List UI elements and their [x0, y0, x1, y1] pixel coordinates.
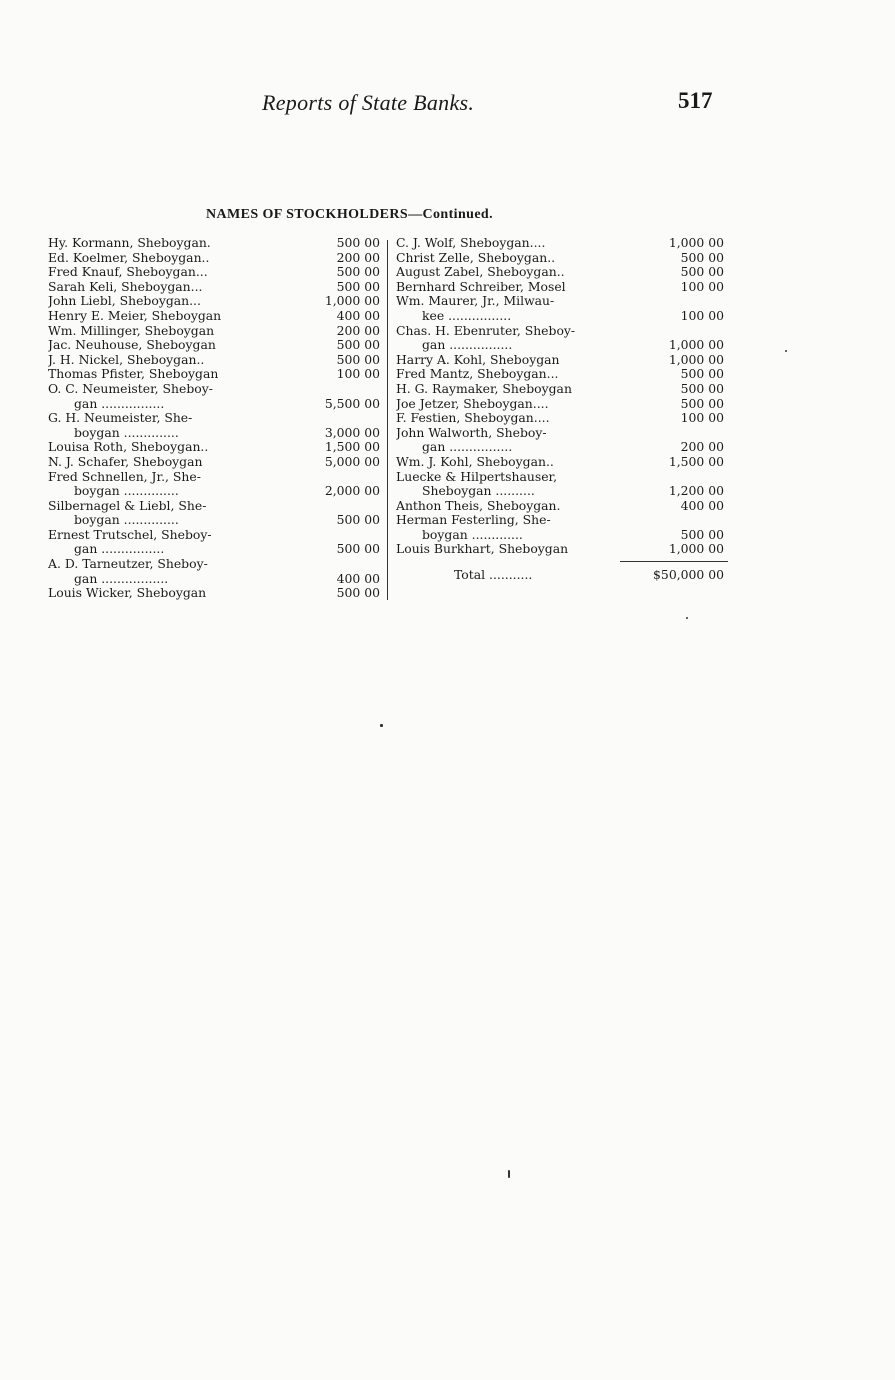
stockholder-name: Harry A. Kohl, Sheboygan — [396, 352, 560, 367]
stockholder-row — [48, 572, 384, 587]
stockholder-row — [396, 382, 728, 397]
stockholder-row — [48, 557, 384, 572]
stockholder-amount: 500 00 — [680, 395, 724, 411]
stockholder-amount: 1,500 00 — [324, 439, 380, 455]
stockholder-amount: 5,500 00 — [324, 395, 380, 411]
stockholder-amount: 1,200 00 — [668, 483, 724, 499]
stockholder-name: gan ................ — [422, 338, 513, 353]
total-label: Total ........... — [454, 568, 533, 583]
stockholder-row — [48, 236, 384, 251]
stockholder-row — [48, 265, 384, 280]
stockholder-row — [48, 382, 384, 397]
stockholder-amount: 500 00 — [680, 264, 724, 280]
section-heading: NAMES OF STOCKHOLDERS—Continued. — [206, 207, 494, 222]
stockholder-row — [48, 528, 384, 543]
stockholder-amount: 500 00 — [336, 541, 380, 557]
stockholder-name: Wm. Maurer, Jr., Milwau- — [396, 294, 555, 309]
stockholder-amount: 5,000 00 — [324, 453, 380, 469]
stockholder-name: Henry E. Meier, Sheboygan — [48, 308, 222, 323]
stockholder-amount: 100 00 — [680, 278, 724, 294]
stockholder-amount: 1,000 00 — [668, 235, 724, 250]
stockholder-name: gan ................ — [422, 440, 513, 455]
stockholder-amount: 100 00 — [336, 366, 380, 382]
stockholder-row — [396, 251, 728, 266]
stockholder-name: boygan .............. — [74, 425, 179, 440]
stockholder-amount: 100 00 — [680, 410, 724, 426]
stockholder-row — [48, 294, 384, 309]
stockholder-row — [48, 280, 384, 295]
stockholder-name: Chas. H. Ebenruter, Sheboy- — [396, 323, 576, 338]
stockholder-row — [48, 353, 384, 368]
stockholder-row — [48, 513, 384, 528]
stockholder-row — [396, 499, 728, 514]
stockholder-amount: 400 00 — [336, 307, 380, 323]
stockholder-name: J. H. Nickel, Sheboygan.. — [48, 352, 205, 367]
stockholder-row — [396, 265, 728, 280]
stockholder-name: Anthon Theis, Sheboygan. — [396, 498, 561, 513]
stockholder-name: boygan .............. — [74, 484, 179, 499]
stockholder-row — [48, 251, 384, 266]
stockholder-row — [48, 542, 384, 557]
stockholder-name: F. Festien, Sheboygan.... — [396, 411, 550, 426]
stockholder-row — [48, 499, 384, 514]
stockholder-row — [396, 455, 728, 470]
scan-speck — [508, 1170, 510, 1178]
stockholders-left-column — [48, 236, 384, 601]
stockholder-amount: 500 00 — [336, 235, 380, 250]
stockholder-row — [48, 440, 384, 455]
stockholder-row — [396, 324, 728, 339]
stockholder-name: N. J. Schafer, Sheboygan — [48, 454, 203, 469]
stockholder-amount: 200 00 — [336, 322, 380, 338]
stockholder-amount: 2,000 00 — [324, 483, 380, 499]
stockholder-name: boygan ............. — [422, 527, 523, 542]
stockholder-name: gan ................ — [74, 396, 165, 411]
stockholder-amount: 500 00 — [336, 264, 380, 280]
stockholder-name: Silbernagel & Liebl, She- — [48, 498, 207, 513]
stockholder-name: Sarah Keli, Sheboygan... — [48, 279, 203, 294]
stockholder-amount: 500 00 — [336, 337, 380, 353]
stockholder-row — [396, 309, 728, 324]
total-row — [396, 568, 728, 583]
stockholder-name: Fred Knauf, Sheboygan... — [48, 265, 208, 280]
stockholder-row — [396, 353, 728, 368]
stockholder-row — [48, 470, 384, 485]
stockholder-row — [396, 236, 728, 251]
stockholder-name: boygan .............. — [74, 513, 179, 528]
stockholder-name: Jac. Neuhouse, Sheboygan — [48, 338, 216, 353]
stockholder-name: Louisa Roth, Sheboygan.. — [48, 440, 209, 455]
stockholder-name: Herman Festerling, She- — [396, 513, 551, 528]
stockholder-name: Sheboygan .......... — [422, 484, 535, 499]
page-header-title: Reports of State Banks. — [262, 90, 475, 115]
stockholder-amount: 3,000 00 — [324, 424, 380, 440]
stockholder-amount: 1,000 00 — [668, 351, 724, 367]
stockholder-row — [48, 411, 384, 426]
stockholder-amount: 200 00 — [680, 439, 724, 455]
stockholder-name: gan ................ — [74, 542, 165, 557]
stockholder-amount: 500 00 — [680, 526, 724, 542]
stockholder-name: Luecke & Hilpertshauser, — [396, 469, 558, 484]
stockholder-row — [396, 470, 728, 485]
stockholder-amount: 500 00 — [336, 512, 380, 528]
stockholder-row — [48, 309, 384, 324]
stockholder-amount: 1,000 00 — [668, 541, 724, 557]
stockholder-amount: 500 00 — [680, 249, 724, 265]
stockholder-name: H. G. Raymaker, Sheboygan — [396, 381, 572, 396]
stockholder-name: O. C. Neumeister, Sheboy- — [48, 381, 213, 396]
stockholder-amount: 400 00 — [336, 570, 380, 586]
stockholder-name: Ernest Trutschel, Sheboy- — [48, 527, 212, 542]
stockholder-name: Fred Schnellen, Jr., She- — [48, 469, 201, 484]
stockholder-amount: 1,500 00 — [668, 453, 724, 469]
stockholder-amount: 100 00 — [680, 307, 724, 323]
stockholders-right-column — [396, 236, 728, 583]
stockholder-row — [396, 338, 728, 353]
stockholder-name: A. D. Tarneutzer, Sheboy- — [48, 557, 208, 572]
stockholder-row — [396, 440, 728, 455]
stockholder-name: gan ................. — [74, 571, 169, 586]
stockholder-row — [396, 294, 728, 309]
stockholder-row — [396, 280, 728, 295]
stockholder-name: John Walworth, Sheboy- — [396, 425, 547, 440]
stockholder-amount: 400 00 — [680, 497, 724, 513]
stockholder-amount: 500 00 — [336, 278, 380, 294]
stockholder-row — [48, 586, 384, 601]
stockholder-name: Thomas Pfister, Sheboygan — [48, 367, 219, 382]
stockholder-name: Hy. Kormann, Sheboygan. — [48, 236, 211, 250]
stockholder-name: kee ................ — [422, 308, 512, 323]
stockholder-row — [396, 426, 728, 441]
stockholder-amount: 1,000 00 — [324, 293, 380, 309]
stockholder-row — [48, 367, 384, 382]
stockholder-name: Ed. Koelmer, Sheboygan.. — [48, 250, 210, 265]
scan-speck — [380, 724, 383, 727]
scan-speck — [785, 350, 787, 352]
stockholder-amount: 200 00 — [336, 249, 380, 265]
stockholder-name: John Liebl, Sheboygan... — [48, 294, 201, 309]
stockholder-row — [396, 484, 728, 499]
total-amount: $50,000 00 — [653, 567, 724, 583]
stockholder-name: Wm. Millinger, Sheboygan — [48, 323, 215, 338]
stockholder-name: Fred Mantz, Sheboygan... — [396, 367, 559, 382]
stockholder-row — [396, 397, 728, 412]
stockholder-name: Louis Burkhart, Sheboygan — [396, 542, 569, 557]
stockholder-row — [48, 484, 384, 499]
stockholder-name: August Zabel, Sheboygan.. — [396, 265, 565, 280]
stockholder-name: Louis Wicker, Sheboygan — [48, 586, 207, 601]
stockholder-name: Christ Zelle, Sheboygan.. — [396, 250, 556, 265]
stockholder-name: Bernhard Schreiber, Mosel — [396, 279, 566, 294]
stockholder-row — [396, 513, 728, 528]
column-divider — [387, 240, 388, 600]
stockholder-row — [396, 367, 728, 382]
stockholder-name: G. H. Neumeister, She- — [48, 411, 193, 426]
stockholder-amount: 500 00 — [336, 351, 380, 367]
stockholder-amount: 1,000 00 — [668, 337, 724, 353]
stockholder-amount: 500 00 — [680, 380, 724, 396]
stockholder-row — [48, 455, 384, 470]
stockholder-name: C. J. Wolf, Sheboygan.... — [396, 236, 546, 250]
stockholder-row — [396, 542, 728, 557]
stockholder-row — [396, 411, 728, 426]
stockholder-name: Joe Jetzer, Sheboygan.... — [396, 396, 549, 411]
stockholder-row — [48, 338, 384, 353]
stockholder-row — [48, 426, 384, 441]
stockholder-row — [396, 528, 728, 543]
stockholder-row — [48, 397, 384, 412]
scan-speck — [686, 617, 688, 619]
page-number: 517 — [678, 88, 713, 113]
stockholder-amount: 500 00 — [680, 366, 724, 382]
stockholder-row — [48, 324, 384, 339]
stockholder-name: Wm. J. Kohl, Sheboygan.. — [396, 454, 554, 469]
total-rule — [620, 561, 728, 562]
stockholder-amount: 500 00 — [336, 585, 380, 601]
